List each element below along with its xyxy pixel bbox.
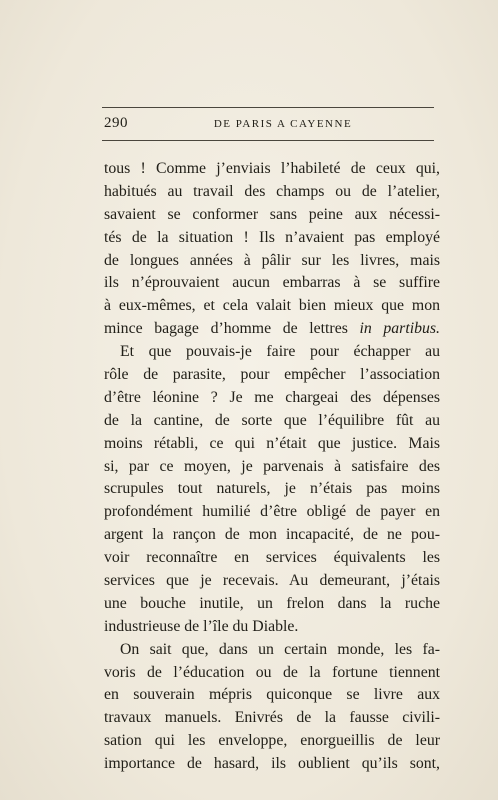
header-bottom-rule (102, 140, 434, 141)
running-title: DE PARIS A CAYENNE (213, 118, 353, 130)
text-line: voris de l’éducation ou de la fortune tiennent (104, 663, 440, 681)
text-line-with-italic (104, 318, 440, 341)
text-line: tés de la situation ! Ils n’avaient pas employé (104, 228, 440, 246)
text-line: si, par ce moyen, je parvenais à satisfaire des (104, 457, 440, 475)
text-line: en souverain mépris quiconque se livre aux (104, 686, 440, 704)
italic-phrase: in partibus. (359, 320, 440, 338)
body-text (104, 158, 440, 776)
text-line: importance de hasard, ils oublient qu’ils sont, (104, 755, 440, 773)
text-line: travaux manuels. Enivrés de la fausse civili- (104, 709, 440, 727)
text-line: voir reconnaître en services équivalents les (104, 549, 440, 567)
text-line: rôle de parasite, pour empêcher l’association (104, 366, 440, 384)
text-line: ils n’éprouvaient aucun embarras à se suffire (104, 274, 440, 292)
text-line-prefix: mince bagage d’homme de lettres (104, 320, 360, 338)
text-line: tous ! Comme j’enviais l’habileté de ceux qui, (104, 160, 440, 177)
text-line: à eux-mêmes, et cela valait bien mieux que mon (104, 297, 440, 315)
paragraph-start-line: Et que pouvais-je faire pour échapper au (120, 343, 440, 361)
text-line: argent la rançon de mon incapacité, de ne pou- (104, 526, 440, 544)
page-number: 290 (104, 115, 128, 131)
text-line: savaient se conformer sans peine aux nécessi- (104, 205, 440, 223)
paragraph-end-line: industrieuse de l’île du Diable. (104, 617, 299, 635)
text-line: scrupules tout naturels, je n’étais pas moins (104, 480, 440, 498)
text-line: de la cantine, de sorte que l’équilibre fût au (104, 411, 440, 429)
text-line: habitués au travail des champs ou de l’atelier, (104, 182, 440, 200)
text-line: profondément humilié d’être obligé de payer en (104, 503, 440, 521)
text-line: d’être léonine ? Je me chargeai des dépenses (104, 388, 440, 406)
text-line: une bouche inutile, un frelon dans la ruche (104, 594, 440, 612)
text-line: services que je recevais. Au demeurant, j’étais (104, 572, 440, 590)
paragraph-start-line: On sait que, dans un certain monde, les fa- (120, 640, 440, 658)
text-line: de longues années à pâlir sur les livres, mais (104, 251, 440, 269)
text-line: sation qui les enveloppe, enorgueillis de leur (104, 732, 440, 750)
text-line: moins rétabli, ce qui n’était que justice. Mais (104, 434, 440, 452)
header-top-rule (102, 107, 434, 108)
page-header (104, 115, 432, 135)
